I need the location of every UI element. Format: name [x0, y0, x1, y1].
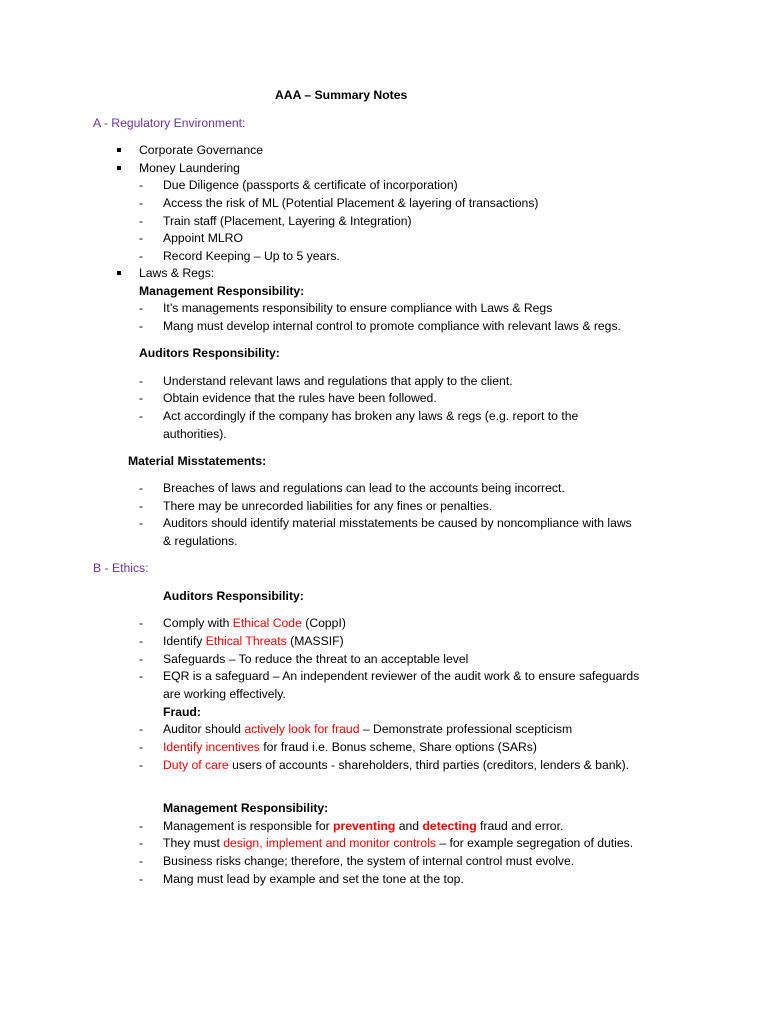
list-item: Act accordingly if the company has broken any laws & regs (e.g. report to the [163, 409, 579, 423]
list-item: Obtain evidence that the rules have been followed. [163, 391, 437, 405]
dash-bullet-icon: - [139, 231, 144, 245]
list-item: Safeguards – To reduce the threat to an acceptable level [163, 652, 469, 666]
list-item: Comply with Ethical Code (CoppI) [163, 616, 346, 630]
list-item: Record Keeping – Up to 5 years. [163, 249, 340, 263]
list-item: Money Laundering [139, 161, 240, 175]
fraud-heading: Fraud: [163, 705, 201, 719]
dash-bullet-icon: - [139, 616, 144, 630]
list-item: Mang must develop internal control to promote compliance with relevant laws & regs. [163, 319, 621, 333]
material-misstatements-heading: Material Misstatements: [128, 454, 267, 468]
emphasis-text: Duty of care [163, 758, 229, 772]
list-item: Laws & Regs: [139, 266, 215, 280]
list-item: Access the risk of ML (Potential Placement & layering of transactions) [163, 196, 539, 210]
list-item: Identify incentives for fraud i.e. Bonus scheme, Share options (SARs) [163, 740, 537, 754]
dash-bullet-icon: - [139, 374, 144, 388]
management-responsibility-heading: Management Responsibility: [163, 801, 329, 815]
dash-bullet-icon: - [139, 516, 144, 530]
list-item: Breaches of laws and regulations can lead to the accounts being incorrect. [163, 481, 565, 495]
list-item: Duty of care users of accounts - shareholders, third parties (creditors, lenders & bank). [163, 758, 630, 772]
square-bullet-icon [117, 166, 121, 170]
emphasis-text: actively look for fraud [244, 722, 360, 736]
dash-bullet-icon: - [139, 872, 144, 886]
emphasis-text: design, implement and monitor controls [223, 836, 436, 850]
list-item-continuation: authorities). [163, 427, 227, 441]
section-b-heading: B - Ethics: [93, 561, 149, 575]
list-item: It’s managements responsibility to ensure compliance with Laws & Regs [163, 301, 553, 315]
list-item: There may be unrecorded liabilities for any fines or penalties. [163, 499, 493, 513]
dash-bullet-icon: - [139, 409, 144, 423]
dash-bullet-icon: - [139, 854, 144, 868]
list-item: Corporate Governance [139, 143, 263, 157]
dash-bullet-icon: - [139, 669, 144, 683]
dash-bullet-icon: - [139, 196, 144, 210]
dash-bullet-icon: - [139, 634, 144, 648]
dash-bullet-icon: - [139, 819, 144, 833]
section-a-heading: A - Regulatory Environment: [93, 116, 246, 130]
emphasis-text: detecting [422, 819, 477, 833]
management-responsibility-heading: Management Responsibility: [139, 284, 305, 298]
list-item: Identify Ethical Threats (MASSIF) [163, 634, 344, 648]
dash-bullet-icon: - [139, 214, 144, 228]
list-item: EQR is a safeguard – An independent reviewer of the audit work & to ensure safeguards [163, 669, 640, 683]
list-item: Business risks change; therefore, the system of internal control must evolve. [163, 854, 575, 868]
emphasis-text: preventing [333, 819, 396, 833]
dash-bullet-icon: - [139, 836, 144, 850]
square-bullet-icon [117, 148, 121, 152]
square-bullet-icon [117, 271, 121, 275]
dash-bullet-icon: - [139, 301, 144, 315]
list-item: Management is responsible for preventing and detecting fraud and error. [163, 819, 564, 833]
list-item: Train staff (Placement, Layering & Integration) [163, 214, 412, 228]
dash-bullet-icon: - [139, 758, 144, 772]
dash-bullet-icon: - [139, 319, 144, 333]
emphasis-text: Identify incentives [163, 740, 260, 754]
list-item: Auditors should identify material misstatements be caused by noncompliance with laws [163, 516, 632, 530]
dash-bullet-icon: - [139, 481, 144, 495]
auditors-responsibility-heading: Auditors Responsibility: [139, 346, 280, 360]
page-title: AAA – Summary Notes [275, 88, 408, 102]
dash-bullet-icon: - [139, 178, 144, 192]
list-item: Due Diligence (passports & certificate of incorporation) [163, 178, 458, 192]
dash-bullet-icon: - [139, 740, 144, 754]
list-item: Mang must lead by example and set the tone at the top. [163, 872, 464, 886]
list-item-continuation: are working effectively. [163, 687, 286, 701]
list-item: They must design, implement and monitor controls – for example segregation of duties. [163, 836, 634, 850]
list-item: Understand relevant laws and regulations that apply to the client. [163, 374, 513, 388]
dash-bullet-icon: - [139, 722, 144, 736]
auditors-responsibility-heading: Auditors Responsibility: [163, 589, 304, 603]
dash-bullet-icon: - [139, 391, 144, 405]
list-item: Auditor should actively look for fraud – Demonstrate professional scepticism [163, 722, 573, 736]
dash-bullet-icon: - [139, 652, 144, 666]
dash-bullet-icon: - [139, 249, 144, 263]
emphasis-text: Ethical Threats [205, 634, 287, 648]
emphasis-text: Ethical Code [232, 616, 302, 630]
list-item-continuation: & regulations. [163, 534, 238, 548]
dash-bullet-icon: - [139, 499, 144, 513]
list-item: Appoint MLRO [163, 231, 243, 245]
